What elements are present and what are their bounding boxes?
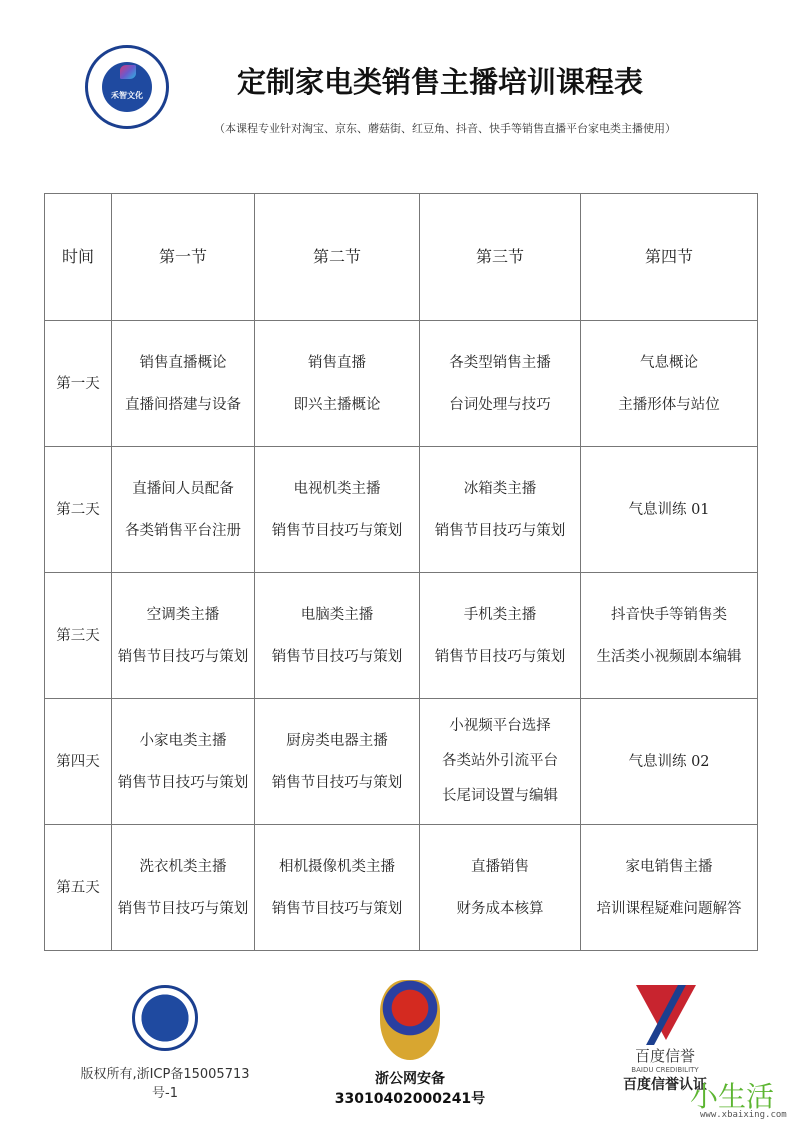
course-line: 洗衣机类主播 [139, 858, 227, 875]
course-line: 主播形体与站位 [618, 396, 720, 413]
course-cell [112, 573, 255, 699]
baidu-logo-text: 百度信誉 [634, 1047, 695, 1065]
course-table [44, 193, 758, 951]
table-row [45, 825, 758, 951]
watermark-url: www.xbaixing.com [700, 1110, 787, 1120]
course-line: 各类站外引流平台 [442, 753, 558, 769]
header-cell: 第二节 [255, 194, 420, 321]
day-cell: 第四天 [45, 699, 112, 825]
day-cell: 第一天 [45, 321, 112, 447]
course-cell [420, 321, 581, 447]
day-cell: 第二天 [45, 447, 112, 573]
watermark: 小生活 [690, 1080, 775, 1113]
hezhi-small-logo [132, 985, 198, 1051]
course-line: 气息概论 [640, 354, 698, 371]
course-line: 电视机类主播 [293, 480, 381, 497]
course-cell [255, 699, 420, 825]
course-line: 抖音快手等销售类 [611, 606, 727, 623]
course-cell [581, 573, 758, 699]
course-line: 长尾词设置与编辑 [442, 788, 558, 804]
course-line: 生活类小视频剧本编辑 [596, 648, 742, 665]
course-line: 台词处理与技巧 [449, 396, 551, 413]
course-line: 销售节目技巧与策划 [434, 522, 566, 539]
course-line: 销售直播 [308, 354, 366, 371]
course-cell [581, 321, 758, 447]
hezhi-logo: 禾智文化 [85, 45, 169, 129]
course-line: 销售节目技巧与策划 [271, 774, 403, 791]
course-line: 各类型销售主播 [449, 354, 551, 371]
course-cell [112, 699, 255, 825]
course-line: 销售节目技巧与策划 [271, 522, 403, 539]
course-line: 销售节目技巧与策划 [434, 648, 566, 665]
course-line: 直播间搭建与设备 [125, 396, 241, 413]
course-line: 气息训练 01 [628, 501, 710, 518]
course-line: 小家电类主播 [139, 732, 227, 749]
course-line: 财务成本核算 [456, 900, 544, 917]
course-line: 各类销售平台注册 [125, 522, 241, 539]
course-cell [420, 825, 581, 951]
page-subtitle: （本课程专业针对淘宝、京东、蘑菇街、红豆角、抖音、快手等销售直播平台家电类主播使用） [214, 122, 676, 135]
page-title: 定制家电类销售主播培训课程表 [236, 65, 643, 99]
table-row [45, 447, 758, 573]
course-line: 厨房类电器主播 [286, 732, 388, 749]
course-line: 小视频平台选择 [449, 718, 551, 734]
header-cell: 第一节 [112, 194, 255, 321]
course-cell [420, 447, 581, 573]
header-cell: 第四节 [581, 194, 758, 321]
footer-icp [80, 985, 250, 1101]
course-line: 空调类主播 [146, 606, 220, 623]
course-cell [420, 699, 581, 825]
course-line: 电脑类主播 [300, 606, 374, 623]
course-line: 直播销售 [471, 858, 529, 875]
course-cell [255, 825, 420, 951]
baidu-credibility-logo [632, 985, 698, 1045]
icp-text: 版权所有,浙ICP备15005713号-1 [80, 1067, 250, 1101]
course-line: 销售节目技巧与策划 [117, 900, 249, 917]
table-row [45, 573, 758, 699]
course-line: 销售节目技巧与策划 [117, 648, 249, 665]
baidu-text: 百度信誉认证 [623, 1077, 707, 1093]
course-line: 销售节目技巧与策划 [271, 900, 403, 917]
header-cell: 第三节 [420, 194, 581, 321]
header-row [45, 194, 758, 321]
course-line: 手机类主播 [463, 606, 537, 623]
course-line: 销售节目技巧与策划 [117, 774, 249, 791]
course-line: 家电销售主播 [625, 858, 713, 875]
day-cell: 第三天 [45, 573, 112, 699]
course-line: 培训课程疑难问题解答 [596, 900, 742, 917]
baidu-logo-sub: BAIDU CREDIBILITY [631, 1066, 699, 1074]
day-cell: 第五天 [45, 825, 112, 951]
course-cell [255, 321, 420, 447]
course-line: 冰箱类主播 [463, 480, 537, 497]
course-line: 销售节目技巧与策划 [271, 648, 403, 665]
course-cell [581, 699, 758, 825]
course-cell [112, 825, 255, 951]
police-text: 浙公网安备 33010402000241号 [334, 1071, 486, 1107]
course-cell [420, 573, 581, 699]
course-cell [112, 447, 255, 573]
course-line: 销售直播概论 [139, 354, 227, 371]
course-cell [112, 321, 255, 447]
course-line: 直播间人员配备 [132, 480, 234, 497]
course-cell [581, 447, 758, 573]
table-row [45, 321, 758, 447]
footer-police [315, 980, 505, 1108]
header-cell: 时间 [45, 194, 112, 321]
course-cell [255, 447, 420, 573]
table-row [45, 699, 758, 825]
course-line: 气息训练 02 [628, 753, 710, 770]
course-line: 相机摄像机类主播 [279, 858, 395, 875]
course-cell [255, 573, 420, 699]
police-emblem-icon [380, 980, 440, 1060]
course-cell [581, 825, 758, 951]
course-line: 即兴主播概论 [293, 396, 381, 413]
